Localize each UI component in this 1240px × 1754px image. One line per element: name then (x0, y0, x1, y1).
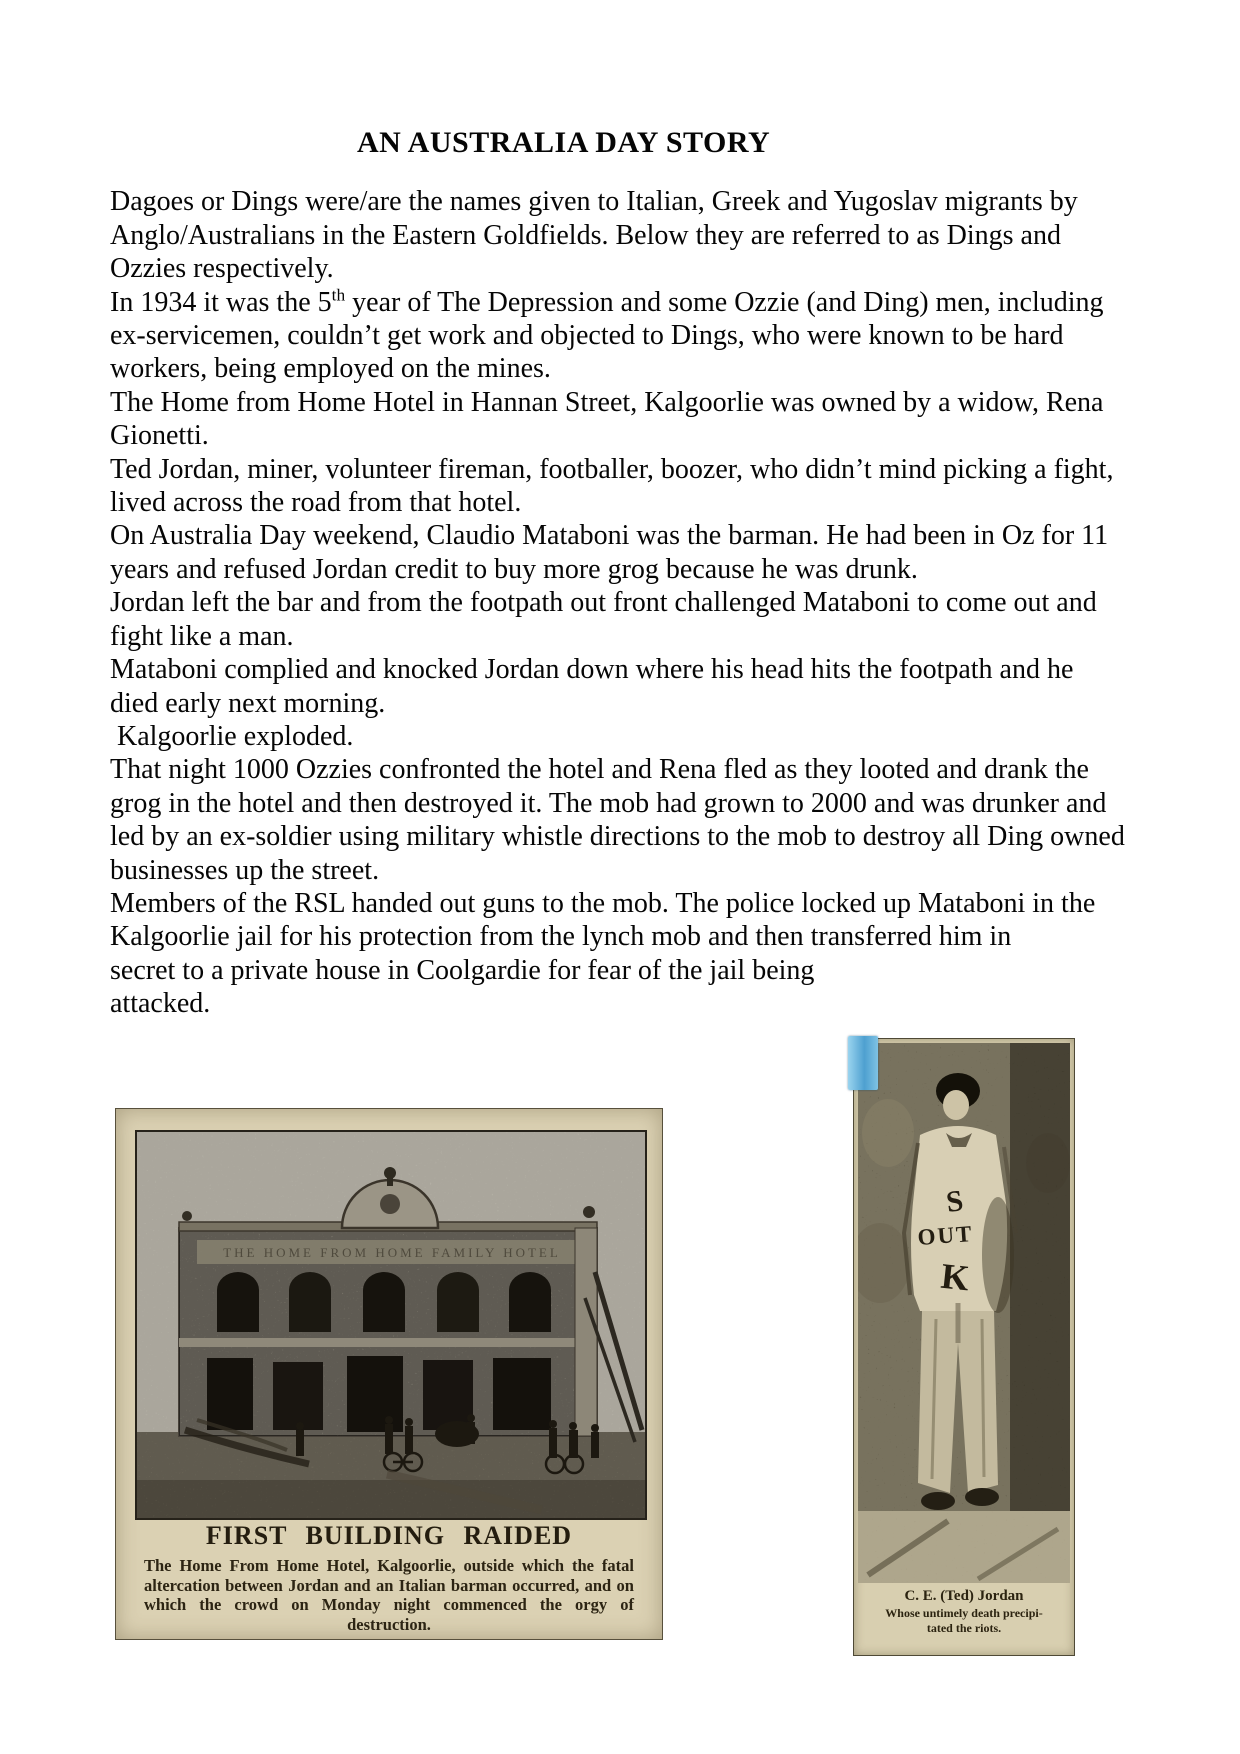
jersey-letter-s: S (944, 1184, 966, 1220)
clipping-headline: FIRST BUILDING RAIDED (205, 1521, 573, 1550)
superscript-th: th (331, 285, 346, 305)
paragraph-exploded: Kalgoorlie exploded. (117, 720, 354, 752)
newspaper-clipping-building (115, 1108, 663, 1640)
paragraph-depression (110, 286, 1126, 386)
building-photo-drawing (137, 1132, 645, 1518)
paragraph-depression-rest: year of The Depression and some Ozzie (and Ding) men, including ex-servicemen, couldn’t get work and objected to Dings, who were known to be hard workers, being employed on the mines. (110, 286, 1104, 385)
paragraph-challenge: Jordan left the bar and from the footpath out front challenged Mataboni to come out and fight like a man. (110, 587, 1097, 652)
building-photo (135, 1130, 647, 1520)
hotel-sign-text: THE HOME FROM HOME FAMILY HOTEL (223, 1245, 561, 1260)
jordan-caption-name: C. E. (Ted) Jordan (904, 1588, 1024, 1604)
jordan-caption (854, 1586, 1074, 1636)
jordan-caption-line3: tated the riots. (926, 1621, 1002, 1635)
clipping-caption: The Home From Home Hotel, Kalgoorlie, outside which the fatal altercation between Jordan and an Italian barman occurred, and on which the crowd on Monday night commenced the orgy of destruction. (144, 1556, 634, 1634)
newspaper-clipping-jordan (853, 1038, 1075, 1656)
paragraph-ted-jordan: Ted Jordan, miner, volunteer fireman, footballer, boozer, who didn’t mind picking a fight, lived across the road from that hotel. (110, 453, 1114, 519)
jersey-letter-k: K (939, 1255, 972, 1299)
paragraph-knockdown: Mataboni complied and knocked Jordan down where his head hits the footpath and he died early next morning. (110, 654, 1074, 719)
story-text-column (110, 126, 1126, 1021)
paragraph-barman: On Australia Day weekend, Claudio Mataboni was the barman. He had been in Oz for 11 years and refused Jordan credit to buy more grog because he was drunk. (110, 520, 1109, 585)
jordan-photo (858, 1043, 1070, 1583)
paragraph-riot: That night 1000 Ozzies confronted the hotel and Rena fled as they looted and drank the grog in the hotel and then destroyed it. The mob had grown to 2000 and was drunker and led by an ex-soldier using military whistle directions to the mob to destroy all Ding owned businesses up the street. (110, 754, 1125, 886)
paragraph-depression-start: In 1934 it was the 5 (110, 286, 332, 318)
paragraph-dagoes: Dagoes or Dings were/are the names given to Italian, Greek and Yugoslav migrants by Anglo/Australians in the Eastern Goldfields. Below they are referred to as Dings and Ozzies respectively. (110, 186, 1078, 285)
paragraph-hotel-owner: The Home from Home Hotel in Hannan Street, Kalgoorlie was owned by a widow, Rena Gionetti. (110, 386, 1104, 452)
jordan-caption-line2: Whose untimely death precipi- (885, 1606, 1043, 1620)
jersey-letters-out: OUT (916, 1221, 975, 1250)
blue-tape-marker (848, 1036, 878, 1090)
jordan-photo-drawing (858, 1043, 1070, 1583)
paragraph-coolgardie: secret to a private house in Coolgardie for fear of the jail being attacked. (110, 954, 815, 1020)
paragraph-rsl: Members of the RSL handed out guns to the mob. The police locked up Mataboni in the Kalgoorlie jail for his protection from the lynch mob and then transferred him in (110, 887, 1096, 953)
page-title: AN AUSTRALIA DAY STORY (357, 126, 771, 159)
